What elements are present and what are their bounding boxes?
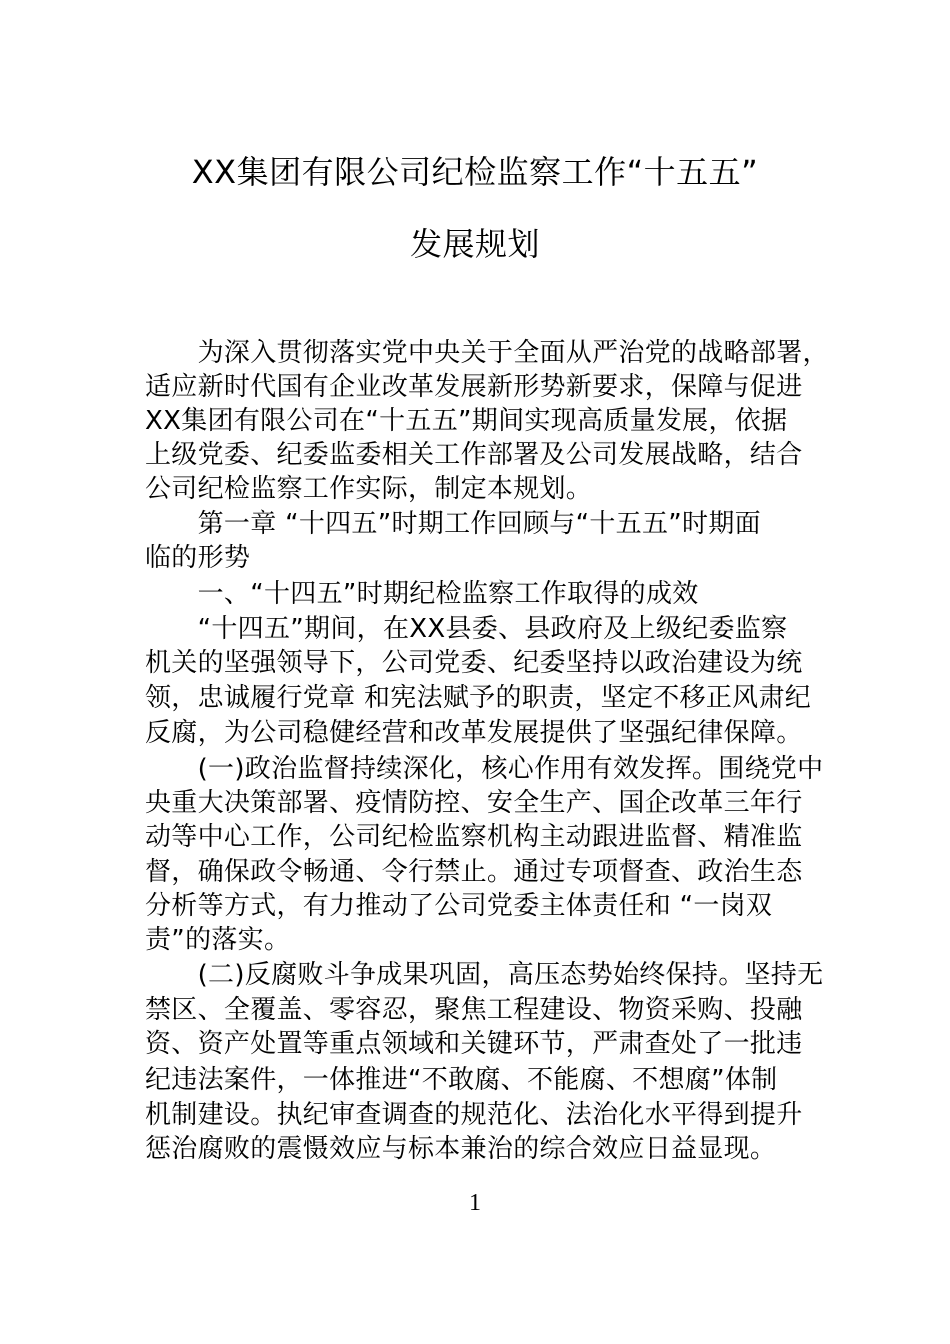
body-line: XX集团有限公司在“十五五”期间实现高质量发展，依据 <box>145 406 788 436</box>
body-line: (二)反腐败斗争成果巩固，高压态势始终保持。坚持无 <box>145 960 824 990</box>
body-line: 为深入贯彻落实党中央关于全面从严治党的战略部署， <box>145 338 829 368</box>
body-line: 责”的落实。 <box>145 925 291 955</box>
body-line: (一)政治监督持续深化，核心作用有效发挥。围绕党中 <box>145 754 824 784</box>
section-heading-line: 一、“十四五”时期纪检监察工作取得的成效 <box>145 579 699 609</box>
body-line: 动等中心工作，公司纪检监察机构主动跟进监督、精准监 <box>145 822 803 852</box>
document-title-line-2: 发展规划 <box>409 225 540 263</box>
body-line: 公司纪检监察工作实际，制定本规划。 <box>145 474 593 504</box>
body-line: “十四五”期间，在XX县委、县政府及上级纪委监察 <box>145 614 788 644</box>
body-line: 机关的坚强领导下，公司党委、纪委坚持以政治建设为统 <box>145 648 803 678</box>
body-line: 纪违法案件，一体推进“不敢腐、不能腐、不想腐”体制 <box>145 1065 778 1095</box>
body-line: 央重大决策部署、疫情防控、安全生产、国企改革三年行 <box>145 788 803 818</box>
body-line: 机制建设。执纪审查调查的规范化、法治化水平得到提升 <box>145 1100 803 1130</box>
body-line: 惩治腐败的震慑效应与标本兼治的综合效应日益显现。 <box>145 1134 777 1164</box>
document-title-line-1: XX集团有限公司纪检监察工作“十五五” <box>191 153 759 191</box>
chapter-heading-line: 临的形势 <box>145 543 251 573</box>
body-line: 分析等方式，有力推动了公司党委主体责任和 “一岗双 <box>145 891 773 921</box>
body-line: 反腐，为公司稳健经营和改革发展提供了坚强纪律保障。 <box>145 718 803 748</box>
body-line: 上级党委、纪委监委相关工作部署及公司发展战略，结合 <box>145 440 803 470</box>
body-line: 督，确保政令畅通、令行禁止。通过专项督查、政治生态 <box>145 857 803 887</box>
body-line: 适应新时代国有企业改革发展新形势新要求，保障与促进 <box>145 372 803 402</box>
body-line: 禁区、全覆盖、零容忍，聚焦工程建设、物资采购、投融 <box>145 995 803 1025</box>
chapter-heading-line: 第一章 “十四五”时期工作回顾与“十五五”时期面 <box>145 509 761 539</box>
page-number: 1 <box>469 1190 481 1216</box>
body-line: 资、资产处置等重点领域和关键环节，严肃查处了一批违 <box>145 1029 803 1059</box>
body-line: 领，忠诚履行党章 和宪法赋予的职责，坚定不移正风肃纪 <box>145 683 812 713</box>
